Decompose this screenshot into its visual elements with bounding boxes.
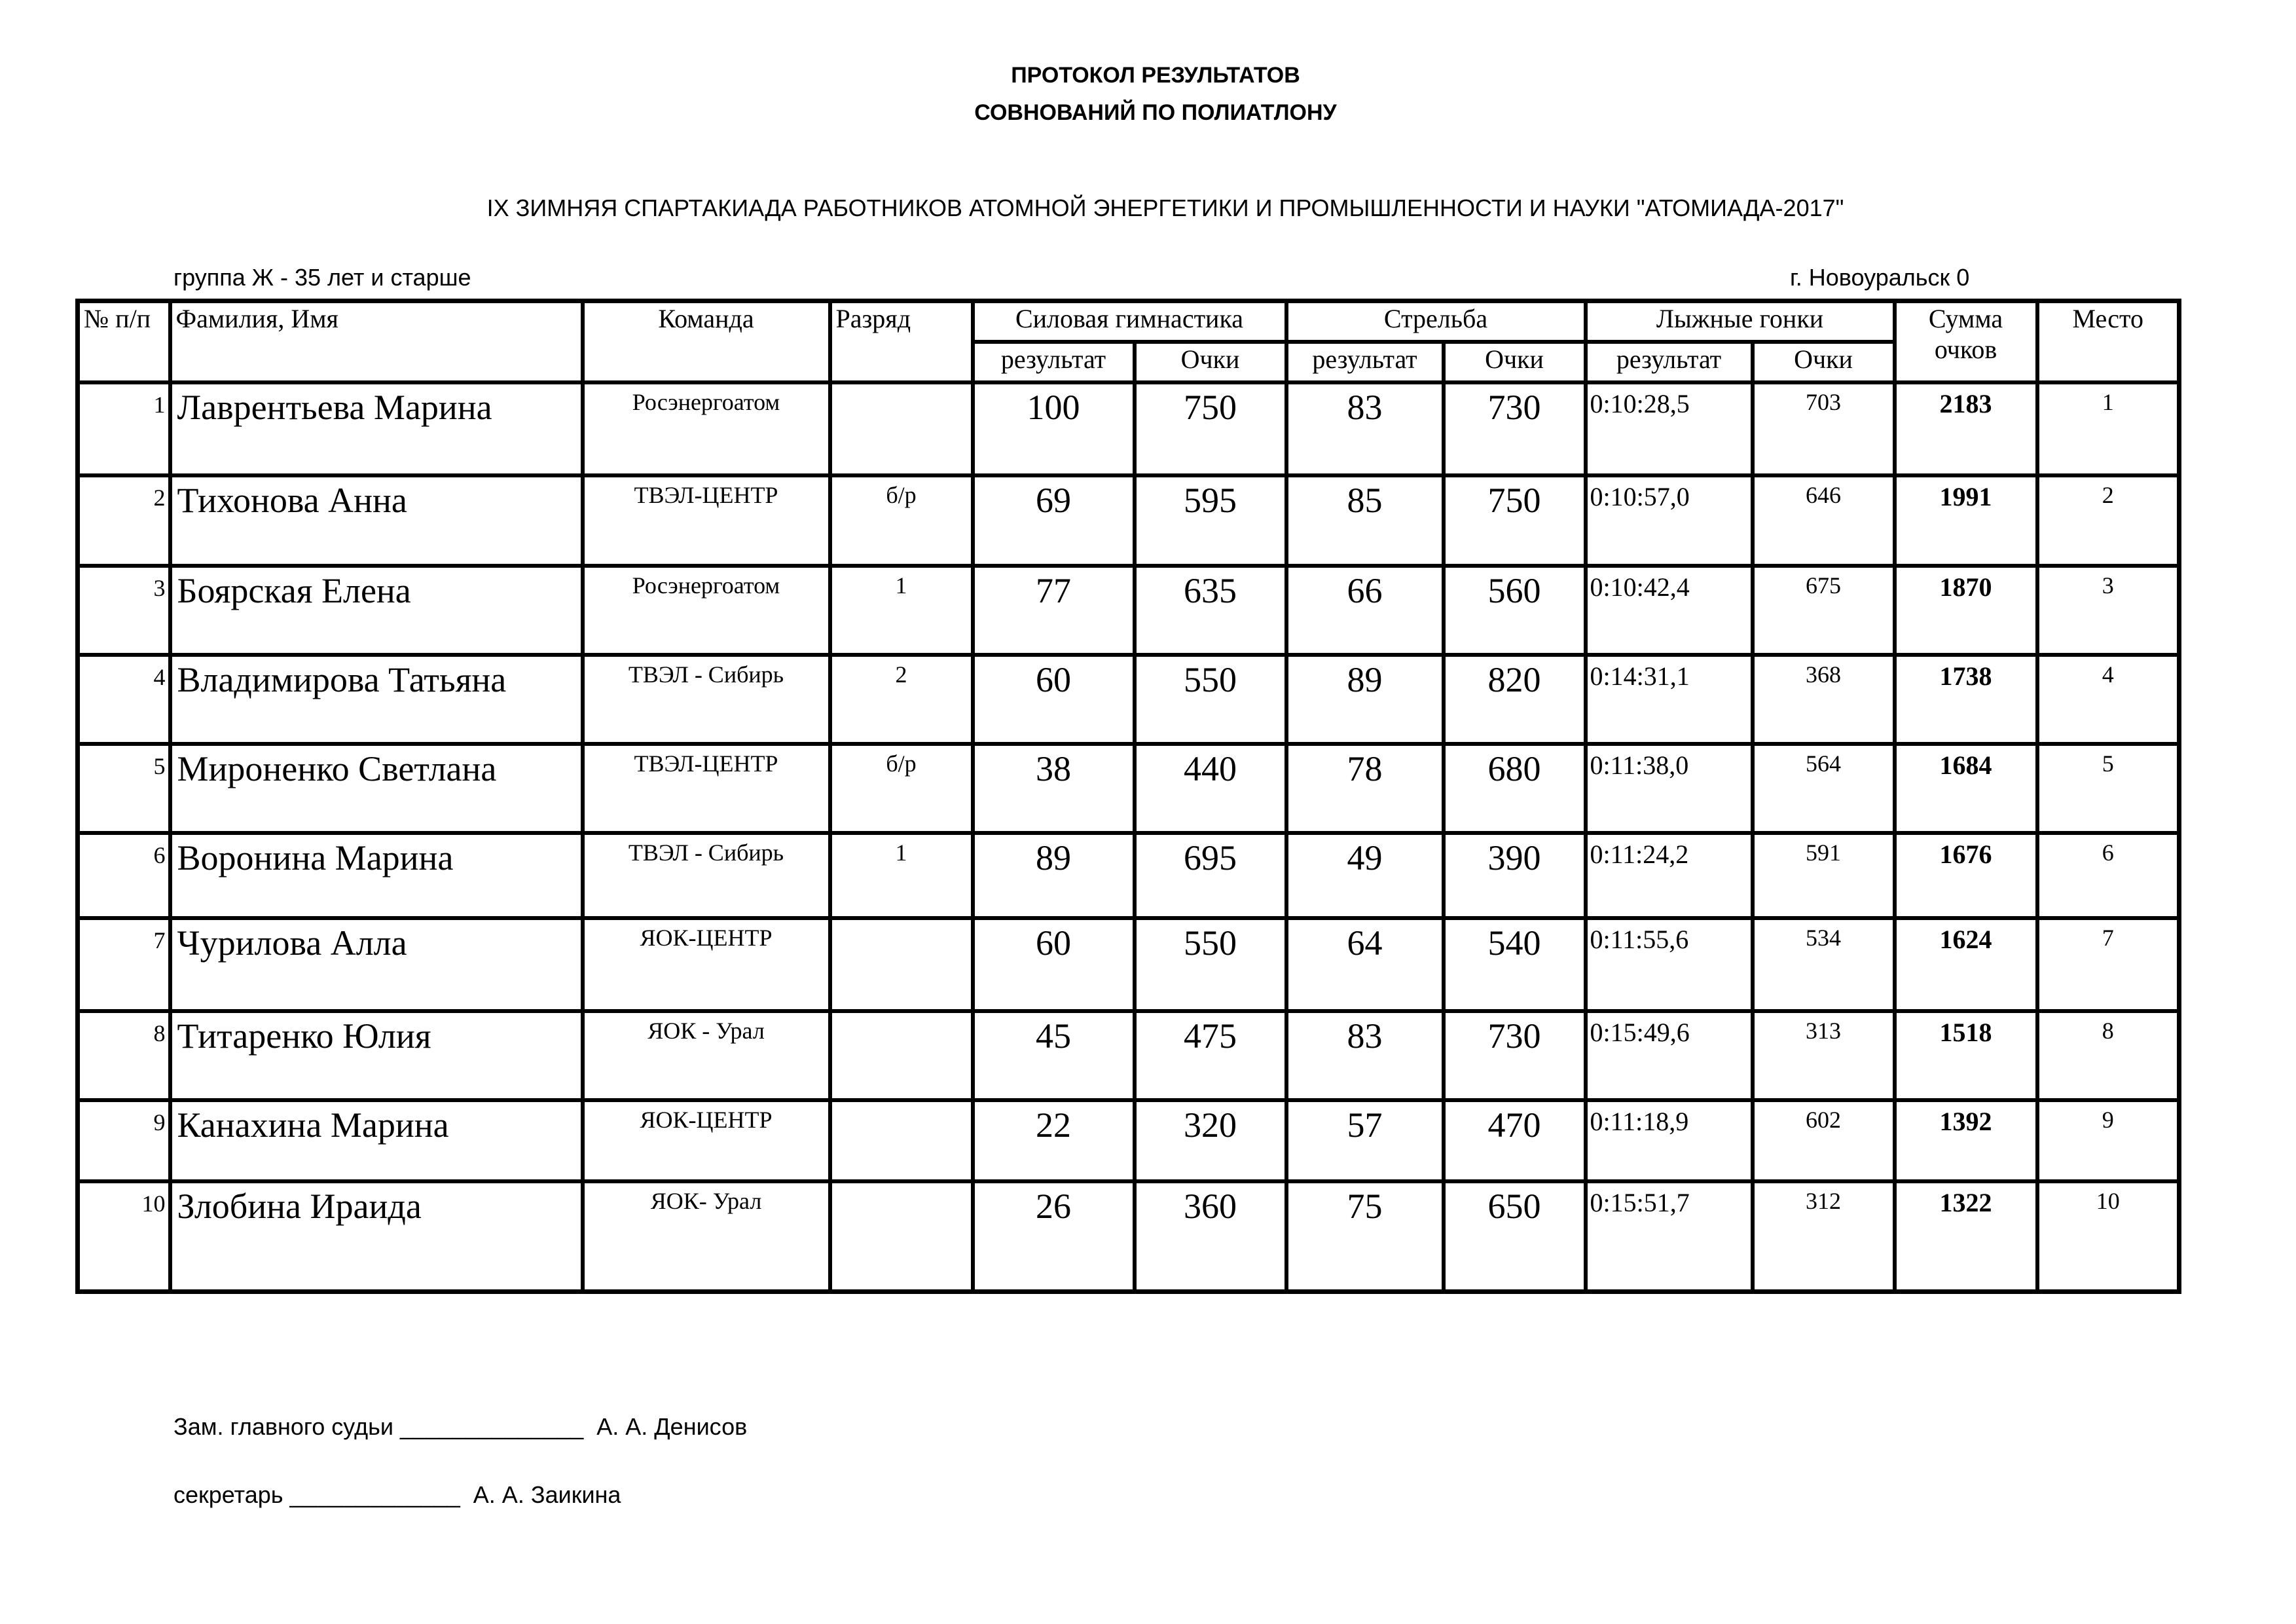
table-row [78, 655, 2179, 744]
cell-ski-points: 602 [1753, 1100, 1895, 1181]
cell-team: ТВЭЛ - Сибирь [583, 655, 830, 744]
deputy-judge-signature: Зам. главного судьи ______________ А. А. Денисов [173, 1413, 748, 1440]
cell-ski-points: 675 [1753, 566, 1895, 655]
cell-team: ЯОК-ЦЕНТР [583, 918, 830, 1011]
event-name: IX ЗИМНЯЯ СПАРТАКИАДА РАБОТНИКОВ АТОМНОЙ ЭНЕРГЕТИКИ И ПРОМЫШЛЕННОСТИ И НАУКИ "АТОМИАДА-2017" [486, 194, 1844, 221]
cell-shooting-result: 66 [1286, 566, 1444, 655]
table-row [78, 1100, 2179, 1181]
cell-place: 5 [2037, 744, 2179, 833]
cell-team: ТВЭЛ-ЦЕНТР [583, 744, 830, 833]
cell-name: Воронина Марина [170, 833, 583, 918]
results-table [75, 299, 2181, 1294]
cell-num: 4 [78, 655, 170, 744]
cell-num: 7 [78, 918, 170, 1011]
cell-place: 1 [2037, 382, 2179, 475]
cell-ski-result: 0:10:42,4 [1586, 566, 1753, 655]
header-row-1 [78, 301, 2179, 342]
cell-team: Росэнергоатом [583, 382, 830, 475]
cell-rank [830, 1181, 973, 1291]
cell-shooting-result: 57 [1286, 1100, 1444, 1181]
secretary-signature: секретарь _____________ А. А. Заикина [173, 1481, 621, 1508]
cell-ski-points: 313 [1753, 1011, 1895, 1100]
cell-rank: 1 [830, 833, 973, 918]
cell-num: 2 [78, 475, 170, 566]
cell-ski-result: 0:15:49,6 [1586, 1011, 1753, 1100]
cell-shooting-result: 75 [1286, 1181, 1444, 1291]
cell-ski-result: 0:14:31,1 [1586, 655, 1753, 744]
cell-gym-points: 595 [1135, 475, 1286, 566]
cell-gym-result: 77 [973, 566, 1135, 655]
cell-gym-result: 89 [973, 833, 1135, 918]
cell-ski-result: 0:11:55,6 [1586, 918, 1753, 1011]
cell-place: 10 [2037, 1181, 2179, 1291]
cell-gym-result: 38 [973, 744, 1135, 833]
cell-rank: б/р [830, 744, 973, 833]
cell-sum: 1684 [1895, 744, 2037, 833]
cell-gym-points: 635 [1135, 566, 1286, 655]
cell-ski-points: 368 [1753, 655, 1895, 744]
cell-sum: 1518 [1895, 1011, 2037, 1100]
cell-rank: 1 [830, 566, 973, 655]
cell-place: 2 [2037, 475, 2179, 566]
cell-num: 3 [78, 566, 170, 655]
cell-name: Боярская Елена [170, 566, 583, 655]
table-row [78, 744, 2179, 833]
cell-name: Злобина Ираида [170, 1181, 583, 1291]
cell-gym-points: 550 [1135, 655, 1286, 744]
cell-place: 6 [2037, 833, 2179, 918]
cell-name: Лаврентьева Марина [170, 382, 583, 475]
cell-place: 7 [2037, 918, 2179, 1011]
col-sum-header-line2: очков [1934, 335, 1997, 364]
cell-num: 5 [78, 744, 170, 833]
col-name-header: Фамилия, Имя [170, 301, 583, 383]
cell-ski-result: 0:11:18,9 [1586, 1100, 1753, 1181]
cell-rank: 2 [830, 655, 973, 744]
col-num-header: № п/п [78, 301, 170, 383]
cell-shooting-points: 730 [1444, 382, 1586, 475]
table-row [78, 566, 2179, 655]
cell-sum: 1870 [1895, 566, 2037, 655]
cell-team: ТВЭЛ - Сибирь [583, 833, 830, 918]
cell-rank: б/р [830, 475, 973, 566]
cell-rank [830, 1011, 973, 1100]
cell-shooting-points: 680 [1444, 744, 1586, 833]
table-row [78, 1011, 2179, 1100]
col-sum-header [1895, 301, 2037, 383]
cell-team: ЯОК - Урал [583, 1011, 830, 1100]
cell-ski-result: 0:10:57,0 [1586, 475, 1753, 566]
cell-name: Тихонова Анна [170, 475, 583, 566]
cell-team: ТВЭЛ-ЦЕНТР [583, 475, 830, 566]
cell-ski-points: 591 [1753, 833, 1895, 918]
cell-team: ЯОК-ЦЕНТР [583, 1100, 830, 1181]
gym-result-header: результат [973, 342, 1135, 382]
cell-team: Росэнергоатом [583, 566, 830, 655]
city: г. Новоуральск 0 [1790, 264, 1970, 291]
cell-sum: 1322 [1895, 1181, 2037, 1291]
cell-gym-result: 69 [973, 475, 1135, 566]
ski-result-header: результат [1586, 342, 1753, 382]
cell-shooting-points: 750 [1444, 475, 1586, 566]
table-row [78, 918, 2179, 1011]
cell-num: 9 [78, 1100, 170, 1181]
cell-gym-result: 26 [973, 1181, 1135, 1291]
cell-gym-points: 750 [1135, 382, 1286, 475]
cell-place: 8 [2037, 1011, 2179, 1100]
cell-name: Канахина Марина [170, 1100, 583, 1181]
cell-shooting-points: 560 [1444, 566, 1586, 655]
cell-shooting-result: 64 [1286, 918, 1444, 1011]
cell-place: 3 [2037, 566, 2179, 655]
cell-num: 1 [78, 382, 170, 475]
cell-name: Мироненко Светлана [170, 744, 583, 833]
cell-sum: 2183 [1895, 382, 2037, 475]
cell-sum: 1676 [1895, 833, 2037, 918]
cell-sum: 1991 [1895, 475, 2037, 566]
cell-shooting-result: 85 [1286, 475, 1444, 566]
col-place-header: Место [2037, 301, 2179, 383]
cell-place: 9 [2037, 1100, 2179, 1181]
cell-ski-points: 534 [1753, 918, 1895, 1011]
cell-gym-result: 45 [973, 1011, 1135, 1100]
cell-name: Чурилова Алла [170, 918, 583, 1011]
cell-shooting-result: 89 [1286, 655, 1444, 744]
cell-gym-result: 100 [973, 382, 1135, 475]
cell-sum: 1738 [1895, 655, 2037, 744]
shooting-result-header: результат [1286, 342, 1444, 382]
cell-gym-result: 60 [973, 655, 1135, 744]
cell-num: 10 [78, 1181, 170, 1291]
cell-num: 6 [78, 833, 170, 918]
cell-ski-result: 0:10:28,5 [1586, 382, 1753, 475]
cell-rank [830, 918, 973, 1011]
cell-ski-points: 564 [1753, 744, 1895, 833]
col-rank-header: Разряд [830, 301, 973, 383]
cell-shooting-points: 540 [1444, 918, 1586, 1011]
cell-ski-points: 703 [1753, 382, 1895, 475]
table-row [78, 833, 2179, 918]
document-title-line2: СОВНОВАНИЙ ПО ПОЛИАТЛОНУ [974, 100, 1337, 125]
table-row [78, 382, 2179, 475]
cell-shooting-result: 78 [1286, 744, 1444, 833]
cell-shooting-result: 83 [1286, 382, 1444, 475]
cell-sum: 1392 [1895, 1100, 2037, 1181]
cell-gym-points: 550 [1135, 918, 1286, 1011]
cell-ski-result: 0:11:38,0 [1586, 744, 1753, 833]
table-row [78, 475, 2179, 566]
cell-gym-points: 440 [1135, 744, 1286, 833]
ski-points-header: Очки [1753, 342, 1895, 382]
col-sum-header-line1: Сумма [1928, 304, 2003, 333]
cell-shooting-points: 820 [1444, 655, 1586, 744]
col-team-header: Команда [583, 301, 830, 383]
cell-place: 4 [2037, 655, 2179, 744]
col-gym-header: Силовая гимнастика [973, 301, 1286, 342]
cell-shooting-result: 83 [1286, 1011, 1444, 1100]
cell-shooting-points: 390 [1444, 833, 1586, 918]
cell-ski-points: 646 [1753, 475, 1895, 566]
cell-team: ЯОК- Урал [583, 1181, 830, 1291]
cell-gym-result: 22 [973, 1100, 1135, 1181]
cell-gym-points: 360 [1135, 1181, 1286, 1291]
cell-gym-result: 60 [973, 918, 1135, 1011]
cell-ski-result: 0:15:51,7 [1586, 1181, 1753, 1291]
shooting-points-header: Очки [1444, 342, 1586, 382]
cell-sum: 1624 [1895, 918, 2037, 1011]
cell-name: Титаренко Юлия [170, 1011, 583, 1100]
age-group: группа Ж - 35 лет и старше [173, 264, 471, 291]
col-ski-header: Лыжные гонки [1586, 301, 1895, 342]
cell-shooting-points: 650 [1444, 1181, 1586, 1291]
cell-gym-points: 475 [1135, 1011, 1286, 1100]
cell-shooting-result: 49 [1286, 833, 1444, 918]
cell-gym-points: 695 [1135, 833, 1286, 918]
cell-shooting-points: 730 [1444, 1011, 1586, 1100]
cell-ski-points: 312 [1753, 1181, 1895, 1291]
cell-rank [830, 1100, 973, 1181]
document-title-line1: ПРОТОКОЛ РЕЗУЛЬТАТОВ [1011, 63, 1300, 88]
cell-ski-result: 0:11:24,2 [1586, 833, 1753, 918]
cell-num: 8 [78, 1011, 170, 1100]
cell-name: Владимирова Татьяна [170, 655, 583, 744]
cell-gym-points: 320 [1135, 1100, 1286, 1181]
col-shooting-header: Стрельба [1286, 301, 1586, 342]
cell-shooting-points: 470 [1444, 1100, 1586, 1181]
table-row [78, 1181, 2179, 1291]
cell-rank [830, 382, 973, 475]
gym-points-header: Очки [1135, 342, 1286, 382]
